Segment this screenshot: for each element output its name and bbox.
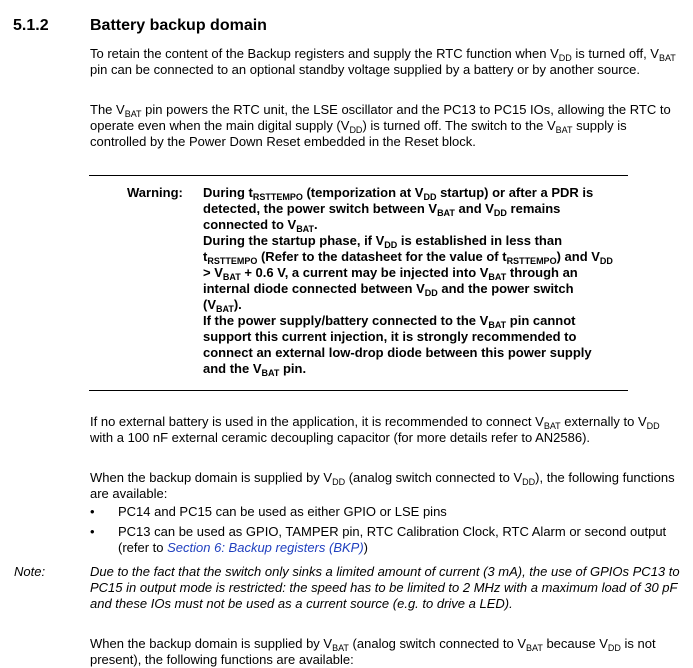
list-item: • PC14 and PC15 can be used as either GPIO or LSE pins [90,504,447,519]
warning-label: Warning: [127,185,183,200]
function-list [90,504,680,520]
note-label: Note: [14,564,46,579]
paragraph-no-battery: If no external battery is used in the application, it is recommended to connect $V_{BAT}$ externally to $V_{DD}$ with a 100 nF external ceramic decoupling capacitor (for more details refer to AN2586). [90,414,660,445]
warning-body [203,185,613,377]
bullet-icon: • [90,504,95,519]
function-list-2 [90,524,680,556]
warning-line-2: During the startup phase, if $V_{DD}$ is established in less than $t_{RSTTEMPO}$ (Refer to the datasheet for the value of $t_{RSTTEMPO}$) and $V_{DD} > V_{BAT} + 0.6$ V, a current may be injected into $V_{BAT}$ through an internal diode connected between $V_{DD}$ and the power switch $(V_{BAT})$. [203,233,613,314]
paragraph-vbat-pin: The $V_{BAT}$ pin powers the RTC unit, the LSE oscillator and the PC13 to PC15 IOs, allowing the RTC to operate even when the main digital supply $(V_{DD})$ is turned off. The switch to the $V_{BAT}$ supply is controlled by the Power Down Reset embedded in the Reset block. [90,102,671,149]
section-number: 5.1.2 [13,17,49,34]
paragraph-supplied-by-vbat: When the backup domain is supplied by $V_{BAT}$ (analog switch connected to $V_{BAT}$ because $V_{DD}$ is not present), the following functions are available: [90,636,656,667]
list-item: • PC13 can be used as GPIO, TAMPER pin, RTC Calibration Clock, RTC Alarm or second output (refer to Section 6: Backup registers (BKP)) [90,524,667,555]
warning-line-3: If the power supply/battery connected to the $V_{BAT}$ pin cannot support this current injection, it is strongly recommended to connect an external low-drop diode between this power supply and the $V_{BAT}$ pin. [203,313,592,378]
section-title: Battery backup domain [90,17,267,34]
paragraph-retain-backup: To retain the content of the Backup registers and supply the RTC function when $V_{DD}$ is turned off, $V_{BAT}$ pin can be connected to an optional standby voltage supplied by a battery or by another source. [90,46,676,77]
section-6-link[interactable]: Section 6: Backup registers (BKP) [167,540,364,555]
warning-line-1: During $t_{RSTTEMPO}$ (temporization at $V_{DD}$ startup) or after a PDR is detected, the power switch between $V_{BAT}$ and $V_{DD}$ remains connected to $V_{BAT}$. [203,185,594,234]
warning-top-rule [89,175,628,176]
warning-bottom-rule [89,390,628,391]
bullet-icon: • [90,524,95,539]
paragraph-supplied-by-vdd: When the backup domain is supplied by $V_{DD}$ (analog switch connected to $V_{DD}$), the following functions are available: [90,470,675,501]
note-body: Due to the fact that the switch only sinks a limited amount of current (3 mA), the use of GPIOs PC13 to PC15 in output mode is restricted: the speed has to be limited to 2 MHz with a maximum load of 30 pF and these IOs must not be used as a current source (e.g. to drive a LED). [90,564,680,611]
